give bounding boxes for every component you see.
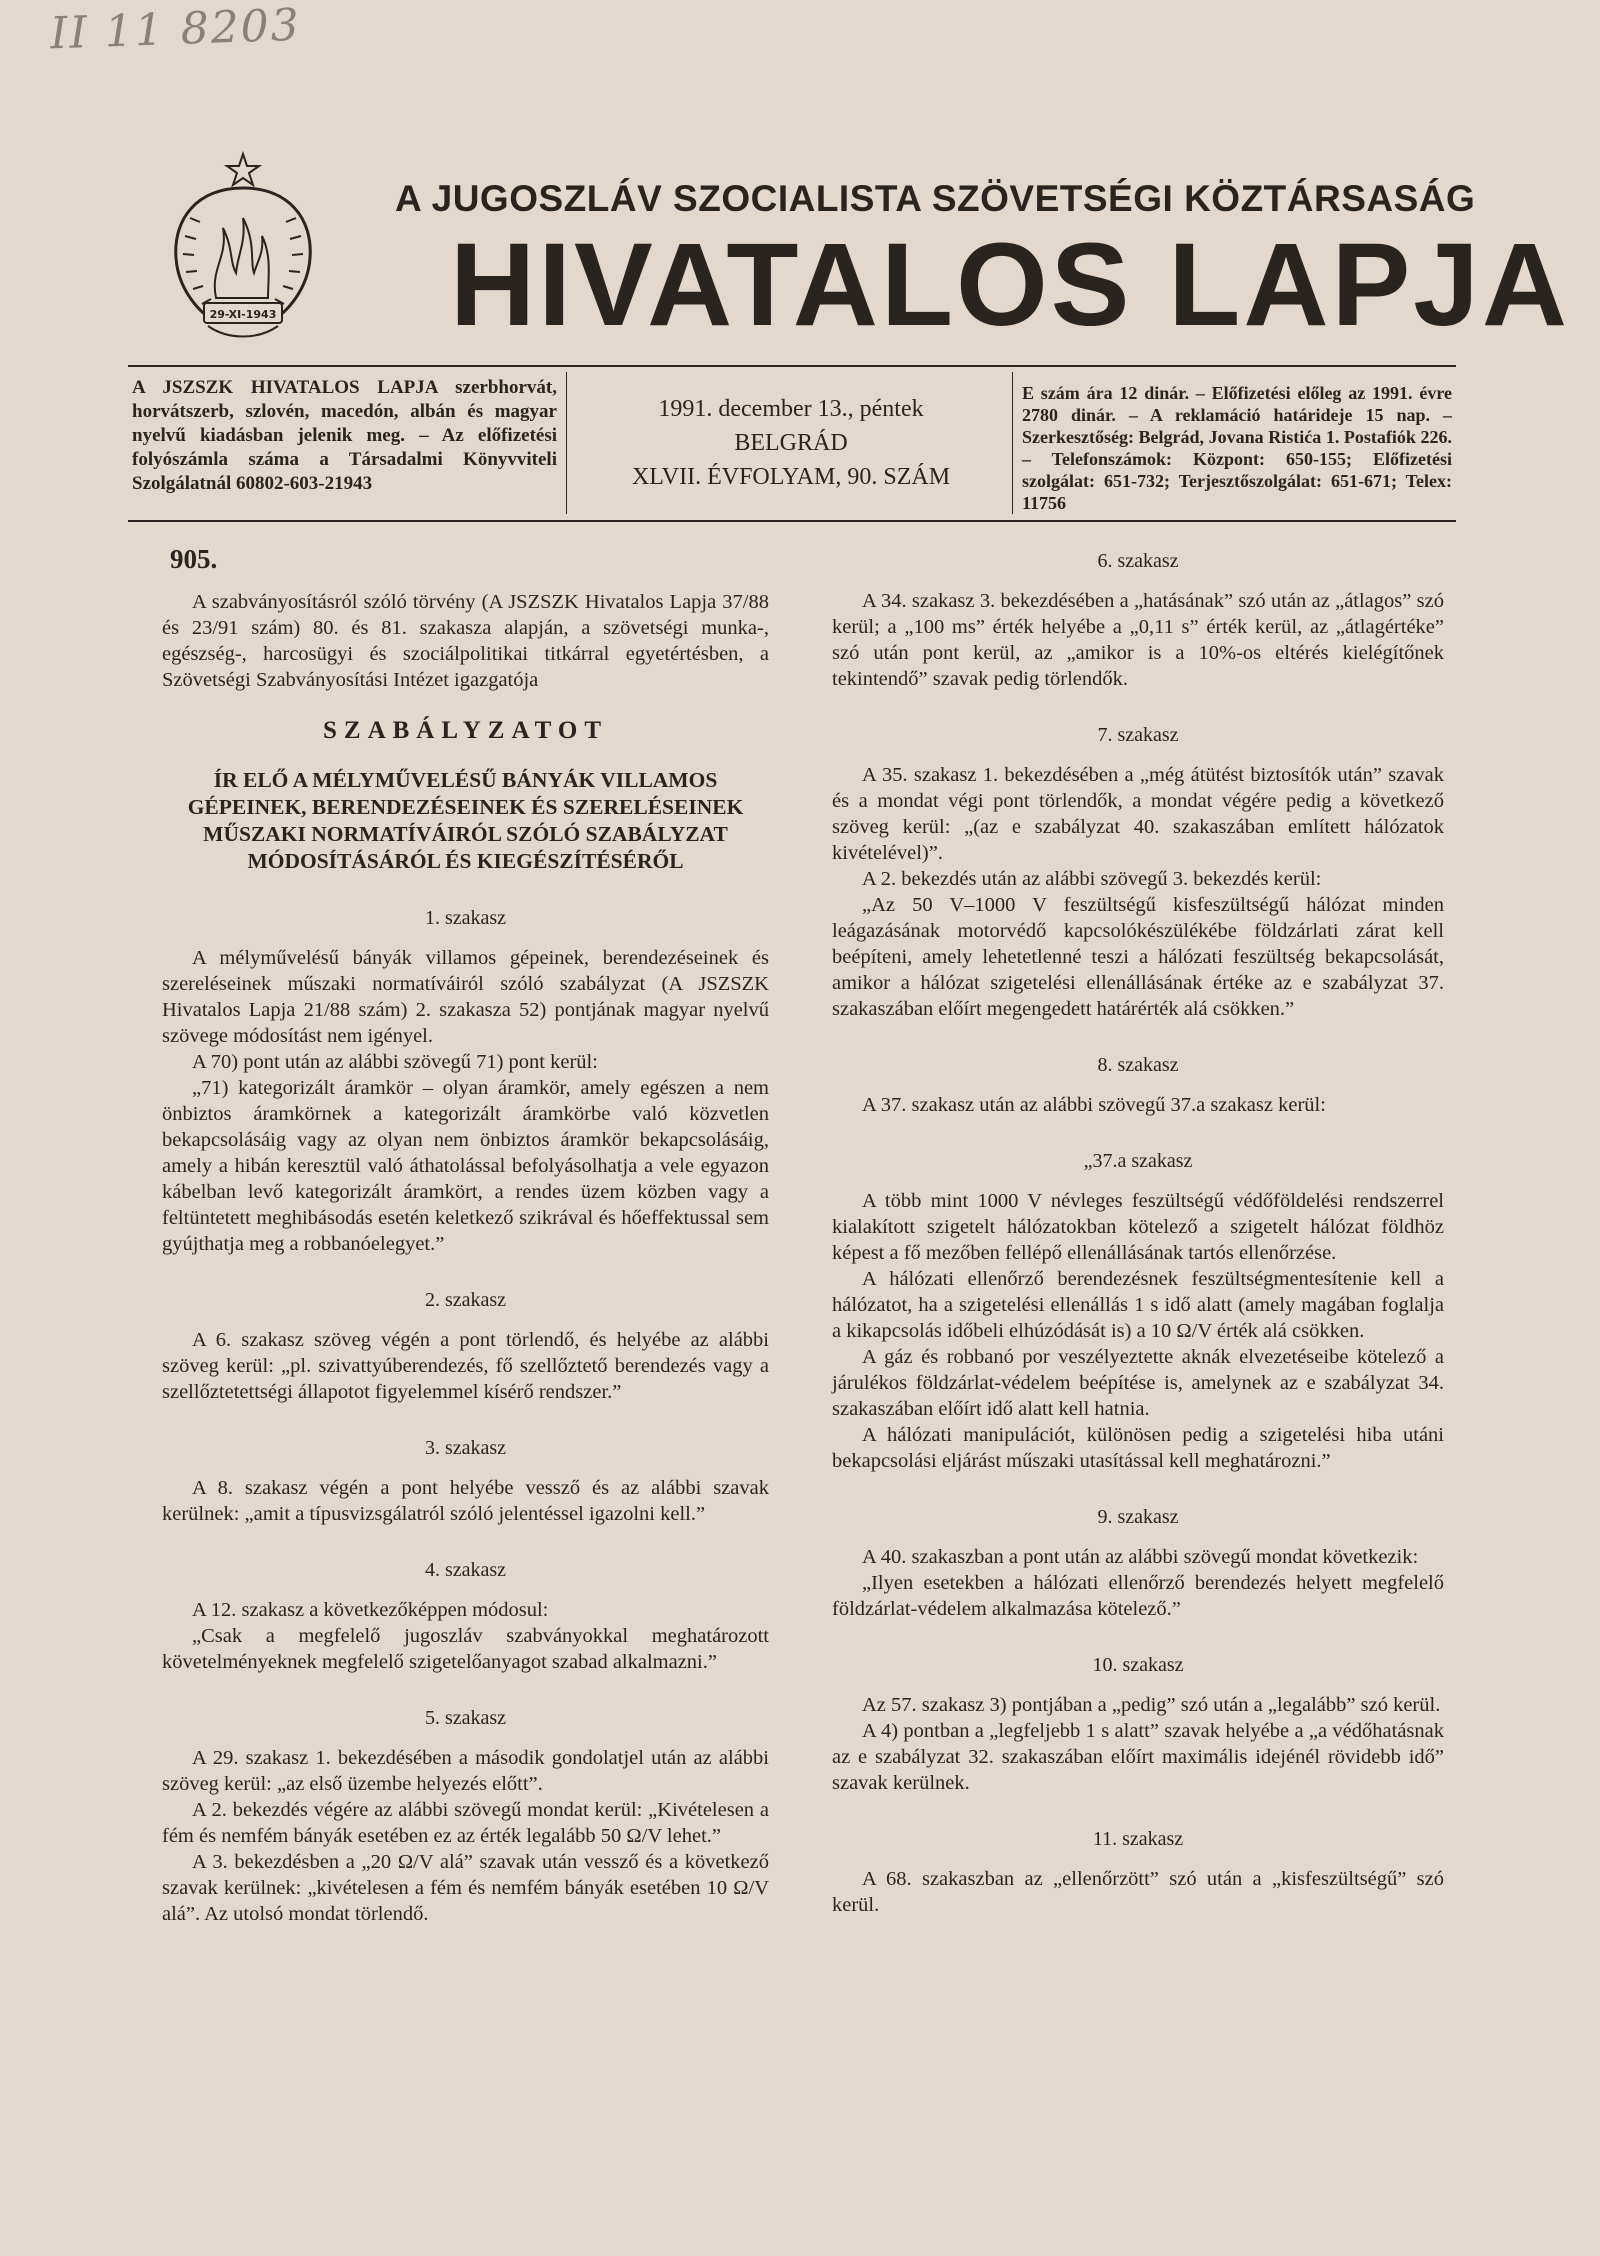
- issue-info: [576, 392, 1006, 494]
- section-paragraph: „Ilyen esetekben a hálózati ellenőrző berendezés helyett megfelelő földzárlat-védelem alkalmazása kötelező.”: [832, 1572, 1444, 1620]
- section-paragraph: A 40. szakaszban a pont után az alábbi szövegű mondat következik:: [862, 1546, 1419, 1568]
- section-paragraph: A 70) pont után az alábbi szövegű 71) pont kerül:: [192, 1051, 598, 1073]
- handwritten-archive-note: II 11 8203: [49, 0, 302, 60]
- section-paragraph: A 8. szakasz végén a pont helyébe vessző és az alábbi szavak kerülnek: „amit a típusvizsgálatról szóló jelentéssel igazolni kell.”: [162, 1477, 769, 1525]
- section-paragraph: „71) kategorizált áramkör – olyan áramkör, amely egészen a nem önbiztos áramkörnek a kategorizált áramkörbe való közvetlen bekapcsolásáig vagy az olyan nem önbiztos áramkör bekapcsolásáig, amely a hibán keresztül való áthatolással befolyásolhatja a vele egyazon kábelban levő kategorizált áramkört, a rendes üzem közben vagy a feltüntetett meghibásodás esetén keletkező szikrával és hőeffektussal sem gyújthatja meg a robbanóelegyet.”: [162, 1077, 769, 1255]
- section-heading: 4. szakasz: [424, 1559, 507, 1581]
- document-title: SZABÁLYZATOT: [322, 717, 608, 744]
- section-paragraph: A 6. szakasz szöveg végén a pont törlendő, és helyébe az alábbi szöveg kerül: „pl. szivattyúberendezés, fő szellőztető berendezés vagy a szellőztetettségi állapotot figyelemmel kísérő rendszer.”: [162, 1329, 769, 1403]
- publication-info: A JSZSZK HIVATALOS LAPJA szerbhorvát, horvátszerb, szlovén, macedón, albán és magyar nyelvű kiadásban jelenik meg. – Az előfizetési folyószámla száma a Társadalmi Könyvviteli Szolgálatnál 60802-603-21943: [132, 377, 557, 494]
- section-paragraph: A 4) pontban a „legfeljebb 1 s alatt” szavak helyébe a „a védőhatásnak az e szabályzat 32. szakaszában előírt maximális idejénél rövidebb idő” szavak kerülnek.: [832, 1720, 1444, 1794]
- section-paragraph: A gáz és robbanó por veszélyeztette aknák elvezetéseibe kötelező a járulékos földzárlat-védelem beépítése is, amelynek az e szabályzat 34. szakaszában előírt idő alatt kell hatnia.: [832, 1346, 1444, 1420]
- section-heading: 1. szakasz: [424, 907, 507, 929]
- subsection-heading: „37.a szakasz: [1083, 1150, 1193, 1172]
- section-paragraph: A mélyművelésű bányák villamos gépeinek, berendezéseinek és szereléseinek műszaki normatíváiról szóló szabályzat (A JSZSZK Hivatalos Lapja 21/88 szám) 2. szakasza 52) pontjának magyar nyelvű szövege módosítást nem igényel.: [162, 947, 769, 1047]
- section-heading: 2. szakasz: [424, 1289, 507, 1311]
- coat-of-arms-emblem: [138, 148, 348, 348]
- section-heading: 9. szakasz: [1097, 1506, 1179, 1528]
- section-heading: 10. szakasz: [1092, 1654, 1184, 1676]
- section-heading: 6. szakasz: [1097, 550, 1179, 572]
- issue-date: 1991. december 13., péntek: [658, 396, 924, 422]
- masthead-title: HIVATALOS LAPJA: [450, 219, 1571, 351]
- info-box-top-rule: [128, 365, 1456, 367]
- section-heading: 11. szakasz: [1092, 1828, 1184, 1850]
- section-paragraph: A hálózati ellenőrző berendezésnek feszültségmentesítenie kell a hálózatot, ha a szigetelési ellenállás 1 s idő alatt (amely magában foglalja a kikapcsolás időbeli elhúzódását is) a 10 Ω/V érték alá csökken.: [832, 1268, 1444, 1342]
- document-subtitle: ÍR ELŐ A MÉLYMŰVELÉSŰ BÁNYÁK VILLAMOS GÉPEINEK, BERENDEZÉSEINEK ÉS SZERELÉSEINEK MŰSZAKI NORMATÍVÁIRÓL SZÓLÓ SZABÁLYZAT MÓDOSÍTÁSÁRÓL ÉS KIEGÉSZÍTÉSÉRŐL: [187, 768, 744, 873]
- section-heading: 3. szakasz: [424, 1437, 507, 1459]
- section-heading: 5. szakasz: [424, 1707, 507, 1729]
- issue-number: XLVII. ÉVFOLYAM, 90. SZÁM: [631, 464, 951, 490]
- section-paragraph: A 35. szakasz 1. bekezdésében a „még átütést biztosítók után” szavak és a mondat végi pont törlendők, a mondat végére pedig a következő szöveg kerül: „(az e szabályzat 40. szakaszában említett hálózatok kivételével)”.: [832, 764, 1444, 864]
- emblem-date-band: 29-XI-1943: [209, 308, 277, 321]
- info-box-divider-left: [566, 372, 567, 514]
- issue-city: BELGRÁD: [734, 430, 848, 456]
- section-paragraph: A 2. bekezdés után az alábbi szövegű 3. bekezdés kerül:: [862, 868, 1322, 890]
- section-heading: 8. szakasz: [1097, 1054, 1179, 1076]
- section-paragraph: A 68. szakaszban az „ellenőrzött” szó után a „kisfeszültségű” szó kerül.: [832, 1868, 1444, 1916]
- right-column: [832, 548, 1444, 1918]
- section-paragraph: A 34. szakasz 3. bekezdésében a „hatásának” szó után az „átlagos” szó kerül; a „100 ms” érték helyébe a „0,11 s” érték kerül, az „átlagértéke” szó után pont kerül, az „amikor is a 10%-os eltérés kielégítőnek tekintendő” szavak pedig törlendők.: [832, 590, 1444, 690]
- subscription-info: E szám ára 12 dinár. – Előfizetési előleg az 1991. évre 2780 dinár. – A reklamáció határideje 15 nap. – Szerkesztőség: Belgrád, Jovana Ristića 1. Postafiók 226. – Telefonszámok: Központ: 650-155; Előfizetési szolgálat: 651-732; Terjesztőszolgálat: 651-671; Telex: 11756: [1022, 383, 1452, 513]
- section-paragraph: A 12. szakasz a következőképpen módosul:: [192, 1599, 549, 1621]
- section-paragraph: A hálózati manipulációt, különösen pedig a szigetelési hiba utáni bekapcsolási eljárást műszaki utasítással kell meghatározni.”: [832, 1424, 1444, 1472]
- document-intro: A szabványosításról szóló törvény (A JSZSZK Hivatalos Lapja 37/88 és 23/91 szám) 80. és 81. szakasza alapján, a szövetségi munka-, egészség-, harcosügyi és szociálpolitikai titkárral egyetértésben, a Szövetségi Szabványosítási Intézet igazgatója: [162, 591, 769, 691]
- section-paragraph: A 37. szakasz után az alábbi szövegű 37.a szakasz kerül:: [862, 1094, 1326, 1116]
- section-paragraph: A több mint 1000 V névleges feszültségű védőföldelési rendszerrel kialakított szigetelt hálózatokban kötelező a szigetelt hálózat földhöz képest a fő mezőben fellépő ellenállásának tartós ellenőrzése.: [832, 1190, 1444, 1264]
- masthead-subtitle: A JUGOSZLÁV SZOCIALISTA SZÖVETSÉGI KÖZTÁRSASÁG: [395, 178, 1476, 219]
- section-paragraph: A 2. bekezdés végére az alábbi szövegű mondat kerül: „Kivételesen a fém és nemfém bányák esetében ez az érték legalább 50 Ω/V lehet.”: [162, 1799, 769, 1847]
- section-paragraph: „Az 50 V–1000 V feszültségű kisfeszültségű hálózat minden leágazásának motorvédő kapcsolókészülékébe földzárlati zárat kell beépíteni, amely lehetetlenné teszi a hálózati feszültség bekapcsolását, amikor a hálózat szigetelési ellenállásának értéke az e szabályzat 37. szakaszában előírt megengedett határérték alá csökken.”: [832, 894, 1444, 1020]
- document-number: 905.: [170, 544, 218, 574]
- section-paragraph: Az 57. szakasz 3) pontjában a „pedig” szó után a „legalább” szó kerül.: [862, 1694, 1441, 1716]
- section-heading: 7. szakasz: [1097, 724, 1179, 746]
- info-box-divider-right: [1012, 372, 1013, 514]
- section-paragraph: „Csak a megfelelő jugoszláv szabványokkal meghatározott követelményeknek megfelelő szigetelőanyagot szabad alkalmazni.”: [162, 1625, 769, 1673]
- section-paragraph: A 3. bekezdésben a „20 Ω/V alá” szavak után vessző és a következő szavak kerülnek: „kivételesen a fém és nemfém bányák esetében 10 Ω/V alá”. Az utolsó mondat törlendő.: [162, 1851, 769, 1925]
- section-paragraph: A 29. szakasz 1. bekezdésében a második gondolatjel után az alábbi szöveg kerül: „az első üzembe helyezés előtt”.: [162, 1747, 769, 1795]
- left-column: [162, 540, 769, 1927]
- info-box-bottom-rule: [128, 520, 1456, 522]
